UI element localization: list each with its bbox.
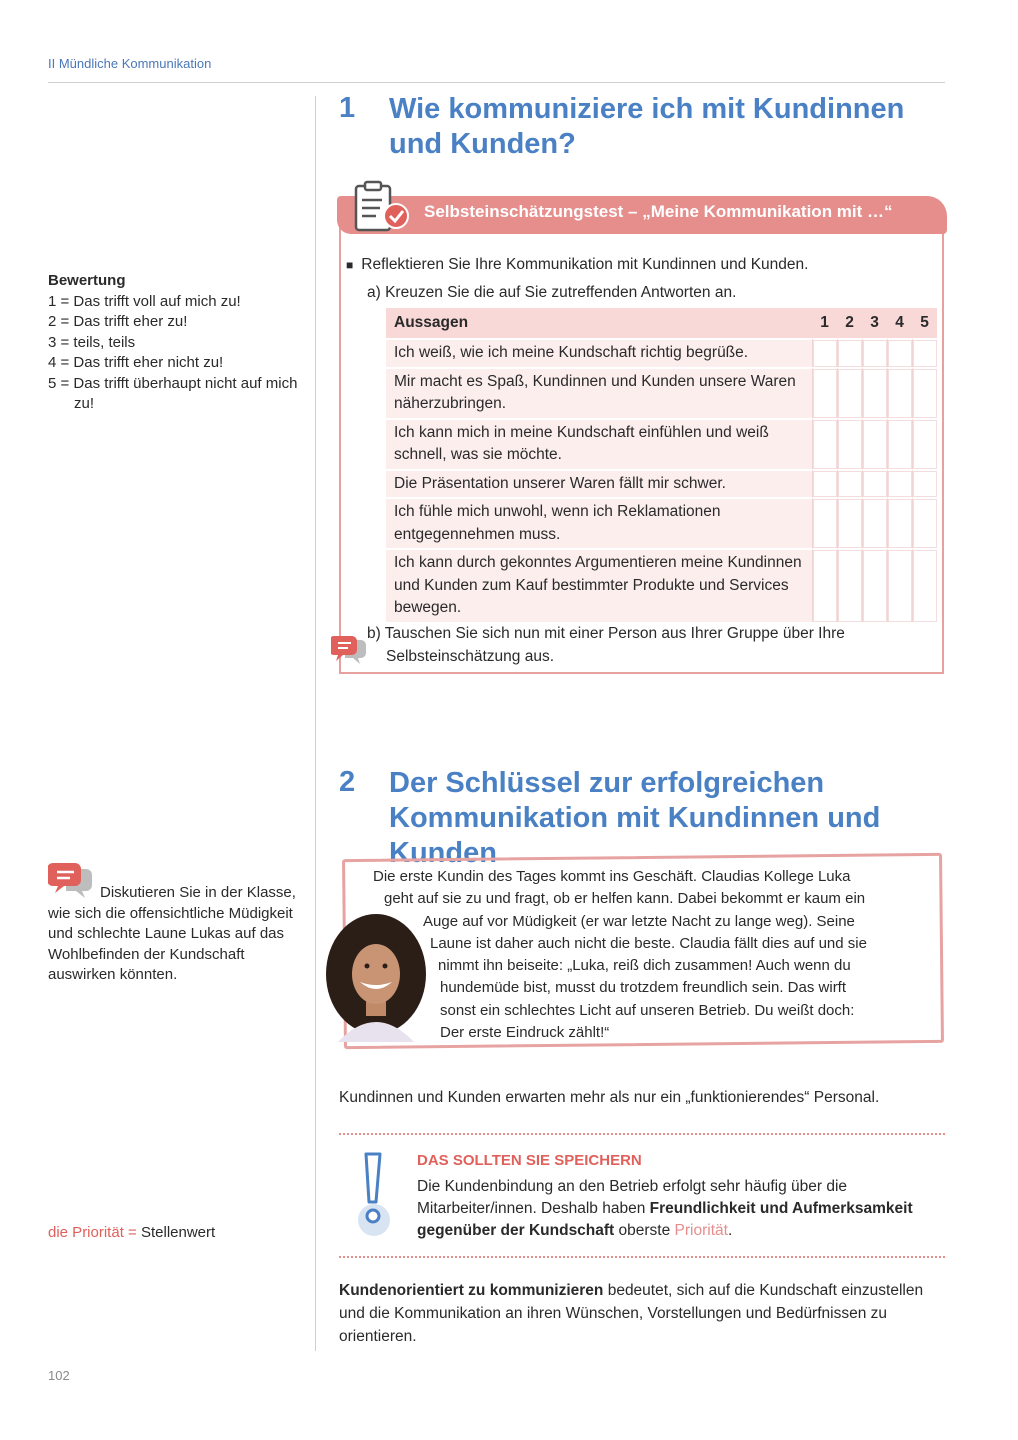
rating-checkbox[interactable] [887,418,912,469]
expectation-text: Kundinnen und Kunden erwarten mehr als nur ein „funktionierendes“ Personal. [339,1089,880,1106]
closing-paragraph [339,1279,945,1348]
rating-checkbox[interactable] [912,497,937,548]
statement-text: Ich kann durch gekonntes Argumentieren meine Kundinnen und Kunden zum Kauf bestimmter Produkte und Services bewegen. [386,548,812,622]
scale-header: 3 [862,308,887,338]
rating-checkbox[interactable] [912,469,937,498]
self-assessment-title: Selbsteinschätzungstest – „Meine Kommunikation mit …“ [424,202,893,221]
scale-header: 2 [837,308,862,338]
instruction-line [346,253,936,277]
table-header-row [386,308,937,338]
speech-bubble-icon [331,634,367,666]
glossary-entry [48,1223,215,1244]
save-text [417,1176,917,1242]
instruction-text: Reflektieren Sie Ihre Kommunikation mit Kundinnen und Kunden. [361,256,809,273]
running-head: II Mündliche Kommunikation [48,56,212,71]
rating-checkbox[interactable] [862,338,887,367]
table-header-statements: Aussagen [386,308,812,338]
rating-checkbox[interactable] [812,497,837,548]
rating-checkbox[interactable] [887,469,912,498]
rating-checkbox[interactable] [837,418,862,469]
table-row [386,367,937,418]
rating-item: 2 = Das trifft eher zu! [48,313,188,330]
rating-checkbox[interactable] [862,469,887,498]
bullet-square-icon: ■ [346,258,354,272]
rating-checkbox[interactable] [837,497,862,548]
closing-text: bedeutet, sich auf die Kundschaft einzustellen und die Kommunikation an ihren Wünschen, Vorstellungen und Bedürfnissen zu orientieren. [339,1282,924,1345]
section-2-title: Der Schlüssel zur erfolgreichen Kommunikation mit Kundinnen und Kunden [389,767,881,869]
rating-legend [48,271,298,415]
rating-checkbox[interactable] [837,367,862,418]
rating-checkbox[interactable] [837,338,862,367]
rating-checkbox[interactable] [812,548,837,622]
rating-checkbox[interactable] [812,367,837,418]
rating-checkbox[interactable] [912,338,937,367]
save-text-part: . [727,1222,733,1239]
table-row [386,497,937,548]
story-line: hundemüde bist, musst du trotzdem freundlich sein. Das wirft [440,979,847,997]
section-2-number: 2 [339,766,356,798]
rating-checkbox[interactable] [862,497,887,548]
rating-checkbox[interactable] [887,338,912,367]
save-text-part: Die Kundenbindung an den Betrieb erfolgt sehr häufig über die Mitarbeiter/innen. Deshalb haben [417,1178,848,1217]
glossary-term: die Priorität = [48,1224,137,1241]
header-divider [48,82,945,83]
rating-item: 5 = Das trifft überhaupt nicht auf mich zu! [48,374,298,412]
table-row [386,338,937,367]
page-number: 102 [48,1368,70,1383]
story-line: Die erste Kundin des Tages kommt ins Geschäft. Claudias Kollege Luka [373,868,851,885]
save-heading: DAS SOLLTEN SIE SPEICHERN [417,1152,642,1169]
statement-text: Mir macht es Spaß, Kundinnen und Kunden unsere Waren näherzubringen. [386,367,812,418]
rating-checkbox[interactable] [887,497,912,548]
discussion-task: Diskutieren Sie in der Klasse, wie sich die offensichtliche Müdigkeit und schlechte Laune Lukas auf das Wohlbefinden der Kundschaft auswirken könnten. [48,884,296,983]
rating-item: 3 = teils, teils [48,333,136,351]
story-line: Der erste Eindruck zählt!“ [440,1024,610,1042]
task-a: a) Kreuzen Sie die auf Sie zutreffenden Antworten an. [367,284,737,301]
rating-checkbox[interactable] [912,418,937,469]
rating-item: 1 = Das trifft voll auf mich zu! [48,292,241,310]
statement-text: Ich weiß, wie ich meine Kundschaft richtig begrüße. [386,338,812,367]
table-row [386,548,937,622]
rating-checkbox[interactable] [912,548,937,622]
rating-checkbox[interactable] [887,548,912,622]
exclamation-icon [346,1150,398,1240]
story-line: Auge auf vor Müdigkeit (er war letzte Nacht zu lange weg). Seine [423,912,855,930]
task-b: b) Tauschen Sie sich nun mit einer Person aus Ihrer Gruppe über Ihre Selbsteinschätzung aus. [367,625,845,665]
scale-header: 1 [812,308,837,338]
rating-checkbox[interactable] [812,469,837,498]
rating-checkbox[interactable] [837,548,862,622]
story-line: nimmt ihn beiseite: „Luka, reiß dich zusammen! Auch wenn du [438,957,851,975]
section-1-number: 1 [339,92,356,124]
rating-checkbox[interactable] [912,367,937,418]
rating-checkbox[interactable] [812,338,837,367]
save-text-bold: Freundlichkeit und Aufmerksamkeit gegenüber der Kundschaft [417,1200,913,1239]
table-row [386,418,937,469]
rating-item: 4 = Das trifft eher nicht zu! [48,354,224,371]
save-text-part: oberste [614,1222,675,1239]
statement-text: Ich fühle mich unwohl, wenn ich Reklamationen entgegennehmen muss. [386,497,812,548]
rating-checkbox[interactable] [887,367,912,418]
rating-checkbox[interactable] [862,418,887,469]
scale-header: 5 [912,308,937,338]
statement-text: Die Präsentation unserer Waren fällt mir schwer. [386,469,812,498]
story-text [373,866,867,1044]
rating-title: Bewertung [48,272,126,289]
priority-term: Priorität [674,1222,728,1239]
table-row [386,469,937,498]
closing-bold: Kundenorientiert zu kommunizieren [339,1282,604,1299]
column-divider [315,96,316,1351]
story-line: Laune ist daher auch nicht die beste. Claudia fällt dies auf und sie [430,934,867,952]
rating-checkbox[interactable] [812,418,837,469]
statements-table-wrapper [386,308,937,622]
rating-checkbox[interactable] [862,548,887,622]
section-1-title: Wie kommuniziere ich mit Kundinnen und Kunden? [389,93,905,160]
scale-header: 4 [887,308,912,338]
story-line: sonst ein schlechtes Licht auf unseren Betrieb. Du weißt doch: [440,1001,855,1019]
rating-checkbox[interactable] [862,367,887,418]
save-box-top-rule [339,1133,945,1135]
statement-text: Ich kann mich in meine Kundschaft einfühlen und weiß schnell, was sie möchte. [386,418,812,469]
glossary-definition: Stellenwert [140,1224,216,1241]
story-line: geht auf sie zu und fragt, ob er helfen kann. Dabei bekommt er kaum ein [384,890,866,908]
clipboard-check-icon [350,180,412,236]
statements-table [386,308,937,622]
rating-checkbox[interactable] [837,469,862,498]
save-box-bottom-rule [339,1256,945,1258]
